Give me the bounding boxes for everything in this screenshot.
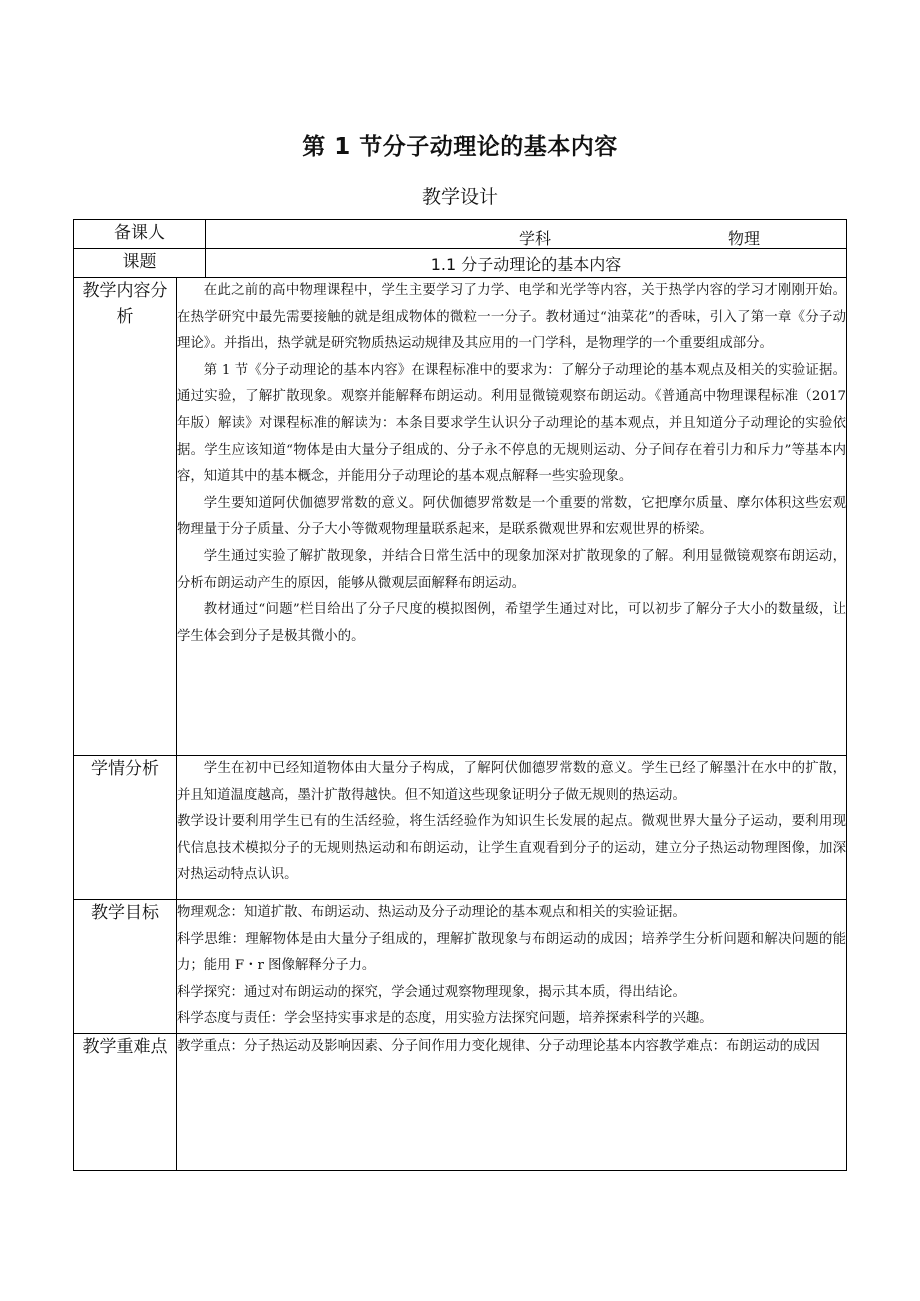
objectives-label: 教学目标 [74, 900, 177, 1034]
objective-item: 科学思维：理解物体是由大量分子组成的，理解扩散现象与布朗运动的成因；培养学生分析问题和解决问题的能力；能用 F・r 图像解释分子力。 [177, 931, 846, 974]
key-points-row [74, 1033, 847, 1170]
objective-item: 物理观念：知道扩散、布朗运动、热运动及分子动理论的基本观点和相关的实验证据。 [177, 905, 686, 920]
student-analysis-row [74, 756, 847, 900]
content-analysis-label-text: 教学内容分析 [82, 281, 168, 327]
content-analysis-paragraph: 学生要知道阿伏伽德罗常数的意义。阿伏伽德罗常数是一个重要的常数，它把摩尔质量、摩尔体积这些宏观物理量于分子质量、分子大小等微观物理量联系起来，是联系微观世界和宏观世界的桥梁。 [177, 495, 846, 538]
content-analysis-paragraph: 教材通过“问题”栏目给出了分子尺度的模拟图例，希望学生通过对比，可以初步了解分子大小的数量级，让学生体会到分子是极其微小的。 [177, 602, 846, 644]
student-analysis-paragraph: 学生在初中已经知道物体由大量分子构成，了解阿伏伽德罗常数的意义。学生已经了解墨汁在水中的扩散，并且知道温度越高，墨汁扩散得越快。但不知道这些现象证明分子做无规则的热运动。 [177, 761, 846, 803]
subject-label: 学科 [519, 229, 552, 248]
content-analysis-paragraph: 第 1 节《分子动理论的基本内容》在课程标准中的要求为：了解分子动理论的基本观点及相关的实验证据。通过实验，了解扩散现象。观察并能解释布朗运动。利用显微镜观察布朗运动。《普通高中物理课程标准（2017 年版）解读》对课程标准的解读为：本条目要求学生认识分子动理论的基本观点，并且知道分子动理论的实验依据。学生应该知道“物体是由大量分子组成的、分子永不停息的无规则运动、分子间存在着引力和斥力”等基本内容，知道其中的基本概念，并能用分子动理论的基本观点解释一些实验现象。 [177, 362, 846, 485]
content-analysis-label [74, 278, 177, 756]
topic-row [74, 249, 847, 278]
content-analysis-body [177, 278, 847, 756]
lesson-plan-table [73, 219, 847, 1171]
preparer-row [74, 220, 847, 249]
student-analysis-body [177, 756, 847, 900]
key-points-label: 教学重难点 [74, 1033, 177, 1170]
objectives-row [74, 900, 847, 1034]
topic-value: 1.1 分子动理论的基本内容 [206, 249, 847, 278]
objective-item: 科学态度与责任：学会坚持实事求是的态度，用实验方法探究问题，培养探索科学的兴趣。 [177, 1011, 713, 1027]
topic-label: 课题 [74, 249, 206, 278]
objectives-body [177, 900, 847, 1034]
content-analysis-paragraph: 在此之前的高中物理课程中，学生主要学习了力学、电学和光学等内容，关于热学内容的学习才刚刚开始。在热学研究中最先需要接触的就是组成物体的微粒一一分子。教材通过“油菜花”的香味，引入了第一章《分子动理论》。并指出，热学就是研究物质热运动规律及其应用的一门学科，是物理学的一个重要组成部分。 [177, 283, 846, 352]
objective-item: 科学探究：通过对布朗运动的探究，学会通过观察物理现象，揭示其本质，得出结论。 [177, 984, 686, 1000]
preparer-value-cell [206, 220, 847, 249]
student-analysis-label: 学情分析 [74, 756, 177, 900]
content-analysis-paragraph: 学生通过实验了解扩散现象，并结合日常生活中的现象加深对扩散现象的了解。利用显微镜观察布朗运动，分析布朗运动产生的原因，能够从微观层面解释布朗运动。 [177, 548, 846, 591]
content-analysis-row [74, 278, 847, 756]
key-points-text: 教学重点：分子热运动及影响因素、分子间作用力变化规律、分子动理论基本内容教学难点：布朗运动的成因 [177, 1038, 820, 1054]
key-points-body [177, 1033, 847, 1170]
subject-value: 物理 [728, 229, 761, 248]
document-title: 第 1 节分子动理论的基本内容 [302, 134, 618, 160]
student-analysis-paragraph: 教学设计要利用学生已有的生活经验，将生活经验作为知识生长发展的起点。微观世界大量分子运动，要利用现代信息技术模拟分子的无规则热运动和布朗运动，让学生直观看到分子的运动，建立分子热运动物理图像，加深对热运动特点认识。 [177, 814, 846, 883]
preparer-label: 备课人 [74, 220, 206, 249]
document-subtitle: 教学设计 [421, 186, 498, 208]
